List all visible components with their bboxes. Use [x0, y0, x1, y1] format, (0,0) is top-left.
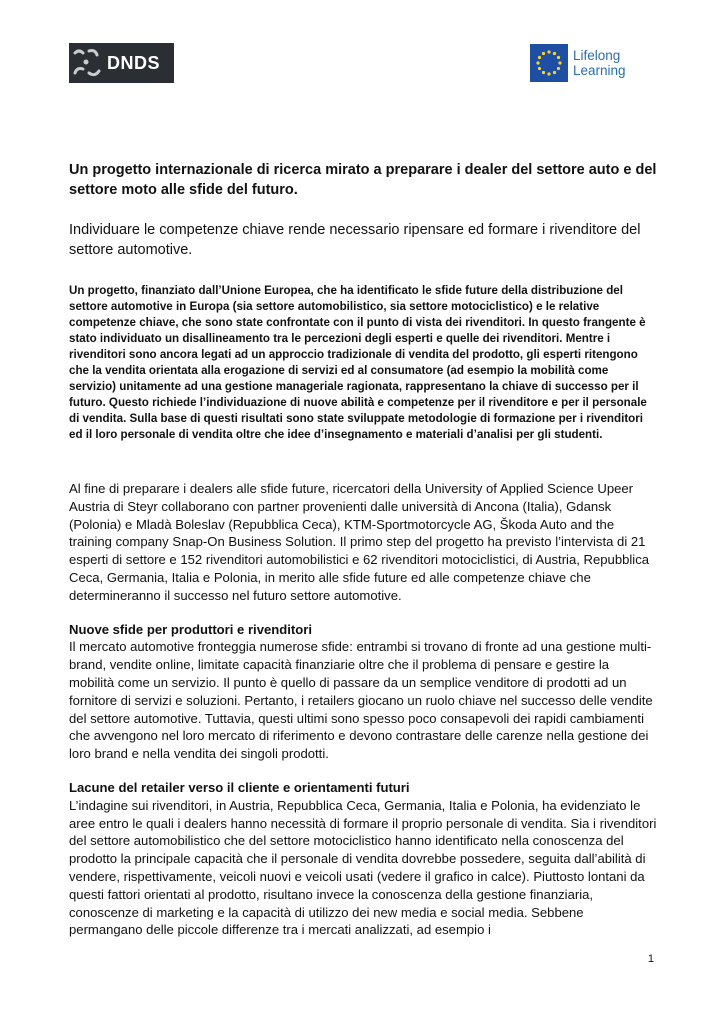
eu-flag-icon	[530, 44, 568, 82]
section-body: Il mercato automotive fronteggia numerose sfide: entrambi si trovano di fronte ad una gestione multi-brand, vendite online, limitate capacità finanziarie oltre che il problema di pensare e gestire la mobilità come un servizio. Il punto è quello di passare da un semplice venditore di prodotti ad un fornitore di servizi e soluzioni. Pertanto, i retailers giocano un ruolo chiave nel successo delle vendite del settore automotive. Tuttavia, questi ultimi sono spesso poco consapevoli dei rapidi cambiamenti che avvengono nel loro mercato di riferimento e devono contrastare delle carenze nella gestione dei loro brand e nella vendita dei singoli prodotti.	[69, 639, 653, 762]
document-subtitle: Individuare le competenze chiave rende necessario ripensare ed formare i rivenditore del settore automotive.	[69, 222, 641, 258]
section-body: L’indagine sui rivenditori, in Austria, Repubblica Ceca, Germania, Italia e Polonia, ha evidenziato le aree entro le quali i dealers hanno necessità di formare il proprio personale di vendita. Sia i rivenditori del settore automobilistico che del settore motociclistico hanno identificato nella conoscenza del prodotto la principale capacità che il personale di vendita dovrebbe possedere, seguita dall’abilità di vendere, rispettivamente, veicoli nuovi e veicoli usati (vedere il grafico in calce). Piuttosto lontani da questi fattori orientati al prodotto, risultano invece la conoscenza della gestione finanziaria, conoscenze di marketing e la capacità di utilizzo dei new media e social media. Sebbene permangano delle piccole differenze tra i mercati analizzati, ad esempio i	[69, 797, 657, 938]
document-body	[69, 160, 657, 939]
section-heading: Nuove sfide per produttori e rivenditori	[69, 621, 312, 637]
page-number: 1	[647, 953, 654, 965]
summary-paragraph: Un progetto, finanziato dall’Unione Europea, che ha identificato le sfide future della distribuzione del settore automotive in Europa (sia settore automobilistico, sia settore motociclistico) e le relative competenze chiave, che sono state confrontate con il punto di vista dei rivenditori. In questo frangente è stato individuato un disallineamento tra le percezioni degli esperti e quelle dei rivenditori. Mentre i rivenditori sono ancora legati ad un approccio tradizionale di vendita del prodotto, gli esperti ritengono che la vendita orientata alla erogazione di servizi ed al consumatore (ad esempio la mobilità come servizio) unitamente ad una gestione manageriale ragionata, rappresentano la chiave di successo per il futuro. Questo richiede l’individuazione di nuove abilità e competenze per il rivenditore e per il personale di vendita. Sulla base di questi risultati sono state sviluppate metodologie di formazione per i rivenditori ed il loro personale di vendita oltre che idee d’insegnamento e materiali d’analisi per gli studenti.	[69, 284, 647, 441]
lifelong-learning-logo	[530, 44, 626, 82]
dnds-logo-text: DNDS	[107, 52, 161, 73]
section-new-challenges	[69, 621, 657, 763]
dnds-logo	[69, 43, 174, 83]
section-retailer-gaps	[69, 779, 657, 939]
document-title: Un progetto internazionale di ricerca mirato a preparare i dealer del settore auto e del settore moto alle sfide del futuro.	[69, 162, 657, 198]
intro-paragraph: Al fine di preparare i dealers alle sfide future, ricercatori della University of Applied Science Upeer Austria di Steyr collaborano con partner provenienti dalle università di Ancona (Italia), Gdansk (Polonia) e Mladà Boleslav (Repubblica Ceca), KTM-Sportmotorcycle AG, Škoda Auto and the training company Snap-On Business Solution. Il primo step del progetto ha previsto l’intervista di 21 esperti di settore e 152 rivenditori automobilistici e 62 rivenditori motociclistici, di Austria, Repubblica Ceca, Germania, Italia e Polonia, in merito alle sfide future ed alle competenze chiave che determineranno il successo nel futuro settore automotive.	[69, 481, 650, 603]
section-heading: Lacune del retailer verso il cliente e orientamenti futuri	[69, 779, 410, 795]
dnds-mark-icon	[69, 43, 105, 83]
learning-text: Learning	[573, 63, 626, 78]
lifelong-text: Lifelong	[573, 47, 621, 63]
